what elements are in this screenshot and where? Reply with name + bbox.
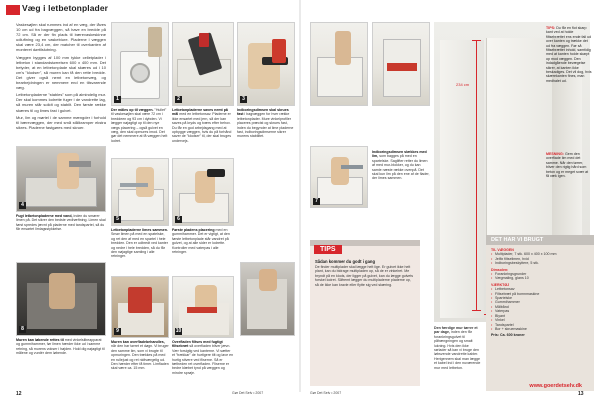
intro-paragraph: Mur, lim og mørtel i de samme mængder i forhold til bærevæggen, der med små stålkramper ekstra sikres. Pladerne fastgøres med skruer. [16,114,106,130]
right-page-number: 13 [578,391,584,397]
tips-heading: Sådan kommer du godt i gang [315,259,376,264]
step-4-caption [16,214,106,250]
materials-item: • Bor + skruemaskine [491,327,591,331]
materials-item: • Vægmaling, glans 10 [491,276,591,280]
right-top-photo [310,22,368,106]
step-7-caption [372,150,430,208]
materials-price: Pris: Ca. 600 kroner [491,333,525,338]
tip-top-label: TIPS: [546,26,556,30]
corner-photo [240,262,295,336]
step-number: 7 [313,198,320,205]
step-2-caption [172,108,234,152]
materials-item: • Jelfix filtselimen, hvid [491,257,591,261]
step-title: Indboringsdimsen skal skrues fast [237,108,289,117]
tip-mid-label: MESNING: [546,152,564,156]
caption-text: inden den får forankringsgulvet til påhængningen og smalt lukning. Hvis den ikke rørlader så kan vi bruge den løbsvende vandrette kabler. Herigennem skal man lægge et kabel ind i den nuværende mur med letbeton. [434,330,481,370]
step-number: 10 [175,328,182,334]
materials-item: • Blyant [491,314,591,318]
step-number: 9 [114,328,121,335]
materials-section-title: TIL VÆGGEN [491,248,514,252]
red-badge [6,5,20,15]
step-title: Første pladens placering [172,228,215,232]
right-folio [578,391,584,397]
step-text: "Hullet" til vaskesøjlen skal være 72 cm i breddeen og 93 cm i dybden. Vi lægger nøjagtigt op til den nye vægs placering – også gulvet en væg, den skal opmures imod. Det gør det nemmere at få væggen helt lodret. [111,108,168,143]
intro-paragraph: Vaskesøjlen skal rummes ind af en væg, der låves 10 cm ud fra bagvæggen, så have en bredde på 72 cm. Så er der fin plads til bærevaskeskinne udluftning og en vaskebiure. Pladerne i væggen skal være 23,4 cm, der matcher til overkanten af monteret dørtilslutning. [16,22,106,53]
materials-item: • Multiplader, 7 stk. 600 x 400 x 100 mm [491,252,591,256]
step-2-photo [172,22,234,106]
tips-text: De finder multiplader skal lægge helt lige. Er gulvet ikke helt plant, kan du bidrage multipladen op, så de er vinkelret. Me bryndt på en klods, der ligger på gulvet, kan du lægge gulvets forskel lodret. Såfremt lægger du multipladerne pladerne op, så de ikke kan kravle eller flytte sig ved skæring. [315,265,414,287]
materials-item: • Gummihammer [491,300,591,304]
step-title: Indboringsdimsen slækkes med lim, [372,150,427,159]
step-3-photo [237,22,295,106]
intro-paragraph: Væggen bygges af 100 mm tykke celletplader i letbeton i standardstørrelsen 600 x 400 mm. Det betyder, at en letbetonplade skal skæres ud i 10 cm's "klodser", så muren kan få den rette bredde. Det giver også nemt en letbetonvæg, og bearbejdningen er nemmere end en tilsvarende væg. [16,54,106,91]
step-9-photo [111,276,169,338]
height-dimension: 234 cm [456,82,470,87]
step-1-caption [111,108,169,152]
step-title: Der måles op til væggen. [111,108,154,112]
step-7-photo [310,146,368,208]
step-6-caption [172,228,234,270]
materials-item: • Tandspartel [491,323,591,327]
step-10-photo [172,276,234,338]
step-10-caption [172,340,234,384]
page-gutter [299,0,301,392]
step-number: 4 [19,202,26,209]
step-6-photo [172,158,234,226]
step-text: inden du smører limen på. Det sikrer den bedste vedhæftning. Limen skal først spredes jævnt på pladerne med tandspartel, så du får ensartet limlagsstykkelse. [16,214,106,232]
mid-mag-label: Gør Det Selv • 2007 [310,391,342,395]
step-text: når den har tørret et døgn. Vi bruger den samme lim, som vi brugte til opmuringen. Den trækkes på med en rullejust og ret nidtværgelig ud. Den hærder efter få timer. Limfladen skal være ca. 15 mm. [111,344,169,371]
tips-title: TIPS [314,245,342,254]
materials-item: • Indboringsbeskyttere, 5 stk. [491,261,591,265]
step-title: Letbetonpladerne saves nemt på mål [172,108,228,117]
step-4-photo [16,146,106,212]
step-text: Smør limen på med en spatelske, og ret den af med en spartel i hele bredden. Den er udbredt ved kanter og nedre i hele bredden, så du får den nøjagtige samling i alle retninger. [111,232,168,259]
materials-section-title: VÆRKTØJ [491,282,510,287]
step-3-caption [237,108,295,152]
materials-list [491,248,591,338]
left-folio [16,391,22,397]
step-5-photo [111,158,169,226]
tip-mid-text: Gem den overflade lim med det samme. Når den tørrer, bliver den rigtig hård som beton og er meget svær at få væk igen. [546,152,589,179]
step-text: så overfladen bliver jævn. Vær forsigtig ved kanterne. Vi sætter et "trækkar" de hurtigere tilt og lave en hurtig stivere ved fliserne. Så er tætheden ret overfladen. Fliserne er bedre klæbet tynd på væggen og mindre sprøje. [172,344,234,375]
step-number: 8 [19,326,26,333]
step-title: Overfladen filtses med fugtigt filtsebræt [172,340,223,349]
intro-paragraph: Letbetonpladerne "stables" som på almindelig mur. Der skal kommes lodrette fuger i de vandrette lag, så muren står solidt og stabilt. Den første række skæres til og limes fast i gulvet. [16,92,106,113]
left-mag-label: Gør Det Selv • 2007 [232,391,264,395]
step-9-caption [111,340,169,384]
step-title: Letbetonpladerne limes sammen. [111,228,168,232]
materials-item: • Vaterpas [491,309,591,313]
step-number: 3 [240,96,247,103]
page-title: Væg i letbetonplader [22,3,109,13]
tip-mid [546,152,592,190]
left-page-number: 12 [16,391,22,397]
tip-top [546,26,592,114]
materials-section-title: Dimsolen: [491,267,509,272]
step-title: Muren kan løbende rettes til [16,338,64,342]
materials-item: • Målbånd [491,305,591,309]
step-number: 1 [114,96,121,103]
materials-box [486,235,594,391]
materials-item: • Filtsebræt på bomnmaskine [491,292,591,296]
step-5-caption [111,228,169,270]
materials-item: • Letbetonsav [491,287,591,291]
step-8-photo [16,262,106,336]
materials-title: DET HAR VI BRUGT [486,235,594,245]
materials-item: • Forankringsgrunder [491,272,591,276]
tip-top-text: Du får en flot skarp kant ved at holde filtsebrættet ens ende fali ud over kanten og trække det ud fra væggen. Før så filtsebrættet inhold, samtidig med at kanten holde skarpt op mod væggen. Den indadgående bevægelse sikrer, at kanten ikke beskadiges. Det vil dog, hvis skærekanten fines, man medhalet ud. [546,26,592,83]
website-url[interactable]: www.goerdetselv.dk [529,383,582,389]
step-text: med en gummihammer. Det er vigtigt, at den første letbetonplade står vandret på gulvet, og at alle sider er lodrette. Kontroller med vaterpas i alle retninger. [172,228,230,255]
step-8-caption [16,338,106,382]
step-text: med en letbetonsav. Pladerne er ikke ensartet med jern, så der kan saves på kryds og tværs efter behov. Du får en god arbejdsgang med at opbygge væggen, hvis du på forhånd saver de "klodser" til, der skal bruges undervejs. [172,112,232,143]
step-title: Muren kan overfladebehandles, [111,340,165,344]
caption-label: Den færdige mur tørrer et par dage, [434,326,478,335]
step-number: 2 [175,96,182,103]
step-1-photo [111,22,169,106]
step-text: i bagvæggen for hver række letbetonplader. Mure vinkelprofiler placeres præcist og skrues fast, inden du begynder at lime pladerne fast, indboringsdimserne sikrer murens stabilitet. [237,112,294,139]
materials-item: • Spartelske [491,296,591,300]
step-text: med vinkelslibeapparat og gummihammer, før limen hærder ikke ud i samme retning, så murens vokser i højden. Hold dig nøjagtigt til målene og vurdér dem løbende. [16,338,105,356]
tips-box [310,240,420,386]
step-text: som bagges på med en spartelske. Saglifter retter du limen af med mur-blokker, og du kan samle næste række ovenpå. Det skal kun lim på den ene af de flader, der limes sammen. [372,154,430,181]
right-top-photo-2 [372,22,430,106]
step-number: 5 [114,216,121,223]
step-title: Fugt letbetonpladerne med vand, [16,214,73,218]
step-number: 6 [175,216,182,223]
finished-wall-caption [434,326,482,380]
materials-item: • Vinkel [491,318,591,322]
